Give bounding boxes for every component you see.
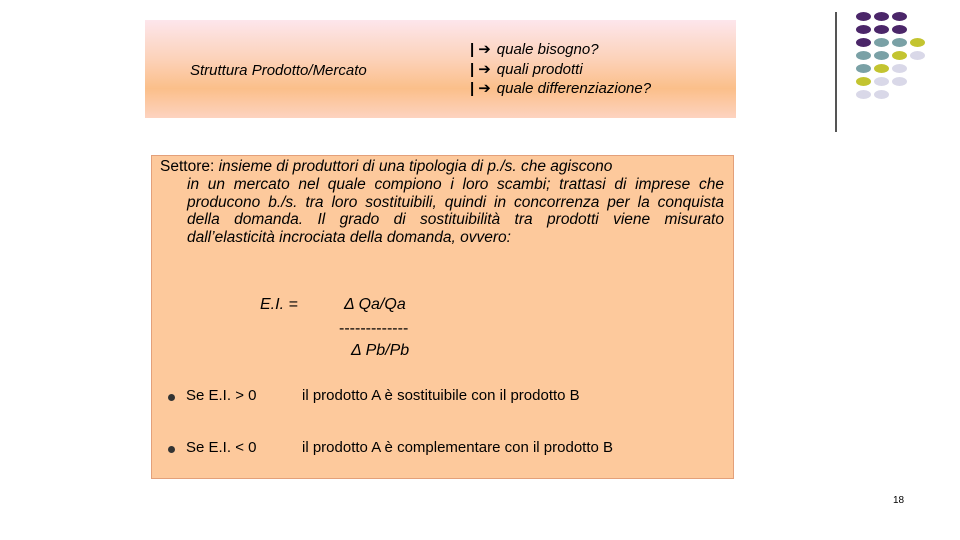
decorative-dot (892, 12, 907, 21)
decorative-dot (892, 25, 907, 34)
bar-separator: | (470, 80, 475, 97)
definition-paragraph (160, 158, 724, 247)
decorative-dot (856, 38, 871, 47)
decorative-dot (874, 64, 889, 73)
definition-rest: in un mercato nel quale compiono i loro scambi; trattasi di imprese che producono b./s. tra loro sostituibili, quindi in concorrenza per la conquista della domanda. Il grado di sostituibilità tra prodotti viene misurato dall’elasticità incrociata della domanda, ovvero: (187, 175, 724, 247)
question-text: quali prodotti (496, 60, 583, 78)
condition-rhs: il prodotto A è complementare con il prodotto B (302, 439, 614, 456)
decorative-dot-grid (0, 0, 960, 140)
decorative-dot (856, 77, 871, 86)
decorative-dot (856, 25, 871, 34)
slide-title: Struttura Prodotto/Mercato (190, 62, 367, 79)
condition-lhs: Se E.I. > 0 (186, 387, 257, 404)
bullet-icon (168, 394, 175, 401)
decorative-dot (874, 90, 889, 99)
bar-separator: | (470, 60, 475, 78)
formula-lhs: E.I. = (260, 296, 298, 313)
formula-fraction-line: ------------- (339, 320, 409, 337)
bar-separator: | (470, 41, 475, 58)
decorative-dot (874, 25, 889, 34)
bullet-icon (168, 446, 175, 453)
arrow-right-icon: ➔ (478, 60, 491, 78)
formula-numerator: Δ Qa/Qa (344, 296, 406, 313)
decorative-dot (892, 77, 907, 86)
formula-denominator: Δ Pb/Pb (351, 342, 410, 359)
decorative-dot (910, 51, 925, 60)
decorative-dot (892, 51, 907, 60)
condition-rhs: il prodotto A è sostituibile con il prodotto B (302, 387, 580, 404)
decorative-dot (874, 77, 889, 86)
definition-term: Settore: (160, 158, 215, 175)
arrow-right-icon: ➔ (478, 41, 491, 58)
decorative-dot (856, 12, 871, 21)
decorative-dot (874, 38, 889, 47)
question-text: quale differenziazione? (496, 80, 652, 97)
page-number: 18 (893, 495, 905, 506)
decorative-dot (910, 38, 925, 47)
condition-lhs: Se E.I. < 0 (186, 439, 257, 456)
decorative-dot (892, 38, 907, 47)
question-text: quale bisogno? (496, 41, 599, 58)
arrow-right-icon: ➔ (478, 80, 491, 97)
decorative-dot (874, 51, 889, 60)
definition-first-line: insieme di produttori di una tipologia di p./s. che agiscono (214, 158, 613, 175)
decorative-dot (856, 90, 871, 99)
decorative-dot (892, 64, 907, 73)
decorative-dot (856, 64, 871, 73)
decorative-dot (856, 51, 871, 60)
content-box (151, 155, 734, 479)
decorative-dot (874, 12, 889, 21)
